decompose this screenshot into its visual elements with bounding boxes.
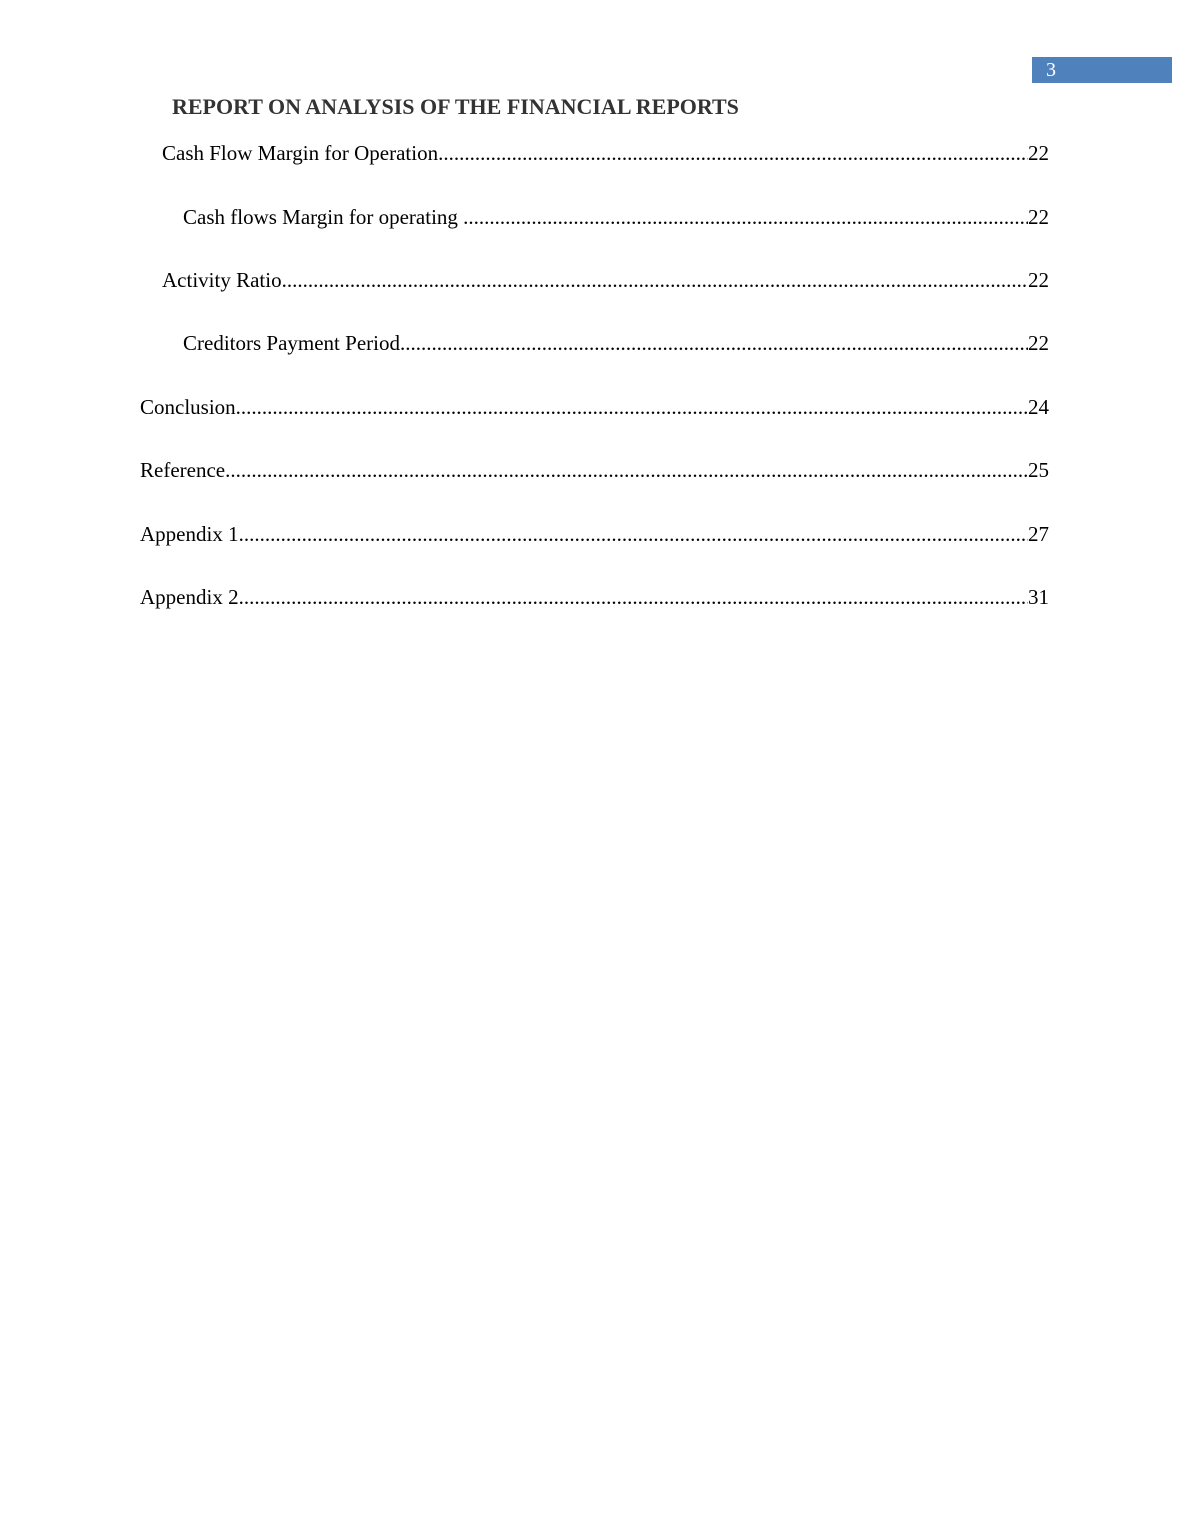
toc-entry-label: Conclusion bbox=[140, 395, 236, 419]
toc-dot-leader bbox=[282, 267, 1028, 293]
toc-entry-cash-flow-margin-for-operation[interactable] bbox=[162, 140, 1049, 166]
toc-entry-page: 24 bbox=[1028, 395, 1049, 419]
toc-dot-leader bbox=[400, 330, 1028, 356]
toc-entry-conclusion[interactable] bbox=[140, 394, 1049, 420]
toc-entry-page: 22 bbox=[1028, 205, 1049, 229]
toc-entry-reference[interactable] bbox=[140, 457, 1049, 483]
toc-entry-label: Reference bbox=[140, 458, 226, 482]
page-number: 3 bbox=[1046, 59, 1056, 81]
toc-entry-label: Appendix 2 bbox=[140, 585, 239, 609]
report-header-title: REPORT ON ANALYSIS OF THE FINANCIAL REPORTS bbox=[172, 94, 739, 119]
toc-entry-creditors-payment-period[interactable] bbox=[183, 330, 1049, 356]
toc-entry-page: 31 bbox=[1028, 585, 1049, 609]
toc-entry-appendix-1[interactable] bbox=[140, 521, 1049, 547]
toc-dot-leader bbox=[225, 457, 1028, 483]
toc-entry-page: 25 bbox=[1028, 458, 1049, 482]
toc-dot-leader bbox=[463, 204, 1028, 230]
page-number-badge bbox=[1032, 57, 1172, 83]
toc-dot-leader bbox=[236, 394, 1028, 420]
toc-entry-label: Cash flows Margin for operating bbox=[183, 205, 464, 229]
toc-entry-page: 22 bbox=[1028, 141, 1049, 165]
toc-entry-appendix-2[interactable] bbox=[140, 584, 1049, 610]
toc-entry-activity-ratio[interactable] bbox=[162, 267, 1049, 293]
toc-entry-page: 22 bbox=[1028, 268, 1049, 292]
toc-dot-leader bbox=[239, 521, 1028, 547]
toc-dot-leader bbox=[438, 140, 1028, 166]
toc-entry-page: 27 bbox=[1028, 522, 1049, 546]
toc-entry-cash-flows-margin-for-operating[interactable] bbox=[183, 204, 1049, 230]
toc-entry-label: Creditors Payment Period bbox=[183, 331, 400, 355]
toc-entry-label: Appendix 1 bbox=[140, 522, 239, 546]
toc-entry-label: Activity Ratio bbox=[162, 268, 282, 292]
toc-entry-page: 22 bbox=[1028, 331, 1049, 355]
toc-entry-label: Cash Flow Margin for Operation bbox=[162, 141, 439, 165]
toc-dot-leader bbox=[239, 584, 1028, 610]
